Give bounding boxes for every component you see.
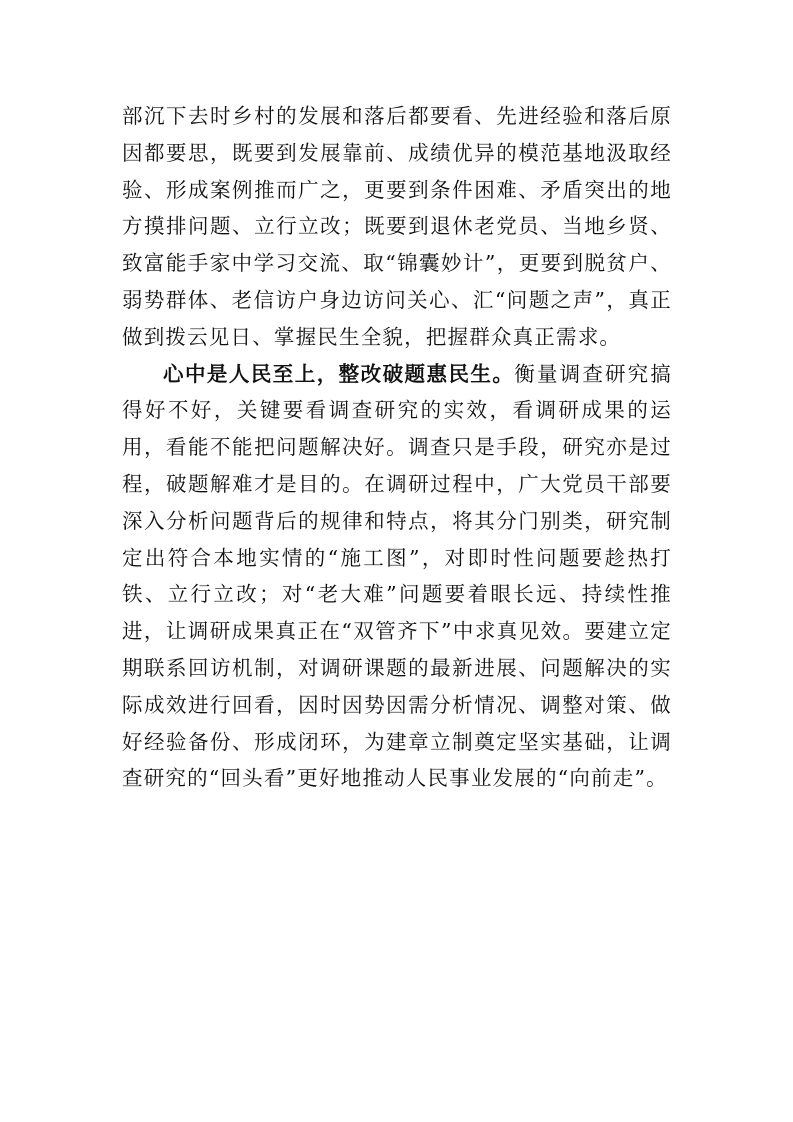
paragraph-2-heading: 心中是人民至上，整改破题惠民生。 — [163, 361, 515, 386]
paragraph-2 — [122, 356, 672, 798]
document-page — [122, 98, 672, 797]
paragraph-2-text: 衡量调查研究搞得好不好，关键要看调查研究的实效，看调研成果的运用，看能不能把问题解决好。调查只是手段，研究亦是过程，破题解难才是目的。在调研过程中，广大党员干部要深入分析问题背后的规律和特点，将其分门别类，研究制定出符合本地实情的“施工图”，对即时性问题要趁热打铁、立行立改；对“老大难”问题要着眼长远、持续性推进，让调研成果真正在“双管齐下”中求真见效。要建立定期联系回访机制，对调研课题的最新进展、问题解决的实际成效进行回看，因时因势因需分析情况、调整对策、做好经验备份、形成闭环，为建章立制奠定坚实基础，让调查研究的“回头看”更好地推动人民事业发展的“向前走”。 — [122, 361, 672, 791]
paragraph-1 — [122, 98, 672, 356]
paragraph-1-text: 部沉下去时乡村的发展和落后都要看、先进经验和落后原因都要思，既要到发展靠前、成绩优异的模范基地汲取经验、形成案例推而广之，更要到条件困难、矛盾突出的地方摸排问题、立行立改；既要到退休老党员、当地乡贤、致富能手家中学习交流、取“锦囊妙计”，更要到脱贫户、弱势群体、老信访户身边访问关心、汇“问题之声”，真正做到拨云见日、掌握民生全貌，把握群众真正需求。 — [122, 104, 672, 349]
